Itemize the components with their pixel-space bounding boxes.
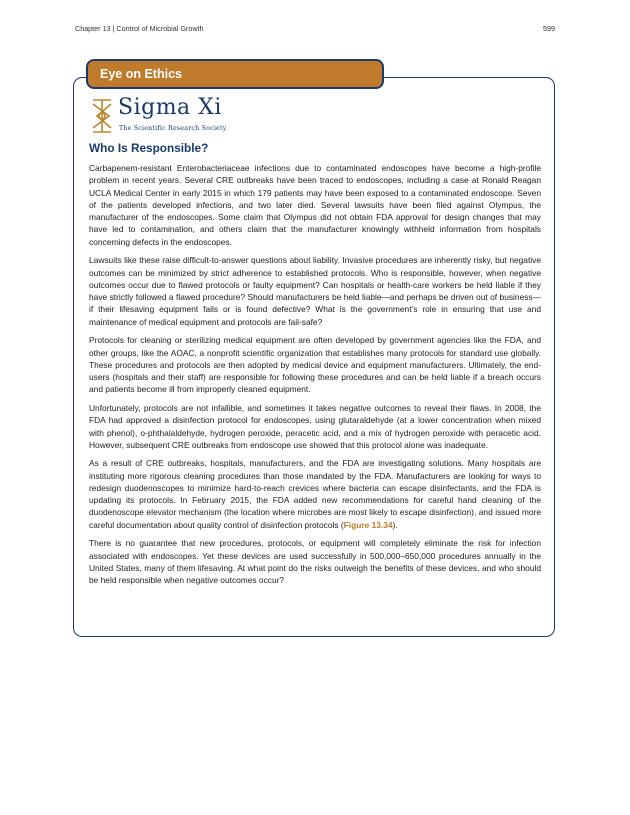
sigma-xi-emblem-icon bbox=[89, 96, 115, 136]
paragraph: Lawsuits like these raise difficult-to-answer questions about liability. Invasive procedures are inherently risky, but negative outcomes can be minimized by strict adherence to established protocols. Who is responsible, however, when negative outcomes occur due to flawed protocols or faulty equipment? Can hospitals or health-care workers be held liable if they have strictly followed a flawed procedure? Should manufacturers be held liable—and perhaps be driven out of business—if their lifesaving equipment fails or is found defective? What is the government’s role in ensuring that use and maintenance of medical equipment and protocols are fail-safe? bbox=[89, 255, 541, 327]
section-heading: Who Is Responsible? bbox=[89, 141, 209, 155]
paragraph: Protocols for cleaning or sterilizing medical equipment are often developed by government agencies like the FDA, and other groups, like the AOAC, a nonprofit scientific organization that establishes many protocols for standard use globally. These procedures and protocols are then adopted by medical device and equipment manufacturers. Ultimately, the end-users (hospitals and their staff) are responsible for following these procedures and can be held liable if a breach occurs and patients become ill from improperly cleaned equipment. bbox=[89, 335, 541, 395]
figure-link[interactable]: Figure 13.34 bbox=[343, 519, 393, 530]
paragraph: Unfortunately, protocols are not infallible, and sometimes it takes negative outcomes to reveal their flaws. In 2008, the FDA had approved a disinfection protocol for endoscopes, using glutaraldehyde (at a lower concentration when mixed with phenol), o-phthalaldehyde, hydrogen peroxide, peracetic acid, and a mix of hydrogen peroxide with peracetic acid. However, subsequent CRE outbreaks from endoscope use showed that this protocol alone was inadequate. bbox=[89, 402, 541, 450]
feature-label: Eye on Ethics bbox=[100, 67, 182, 81]
paragraph: There is no guarantee that new procedures, protocols, or equipment will completely eliminate the risk for infection associated with endoscopes. Yet these devices are used successfully in 500,000–650,000 procedures annually in the United States, many of them lifesaving. At what point do the risks outweigh the benefits of these devices, and who should be held responsible when negative outcomes occur? bbox=[89, 538, 541, 586]
logo-name: Sigma Xi bbox=[118, 95, 222, 120]
paragraph-end: ). bbox=[392, 519, 398, 530]
sigma-xi-logo bbox=[89, 96, 249, 138]
running-head: Chapter 13 | Control of Microbial Growth bbox=[75, 24, 204, 33]
logo-subtitle: The Scientific Research Society bbox=[119, 125, 227, 132]
feature-label-tab bbox=[86, 59, 384, 89]
page-number: 599 bbox=[543, 24, 555, 33]
paragraph-text: As a result of CRE outbreaks, hospitals, manufacturers, and the FDA are investigating solutions. Many hospitals are instituting more rigorous cleaning procedures than those mandated by the FDA. Manufacturers are looking for ways to redesign duodenoscopes to minimize hard-to-reach crevices where bacteria can escape disinfectants, and the FDA is updating its protocols. In February 2015, the FDA added new recommendations for careful hand cleaning of the duodenoscope elevator mechanism (the location where microbes are most likely to escape disinfection), and issued more careful documentation about quality control of disinfection protocols ( bbox=[89, 458, 541, 530]
paragraph: Carbapenem-resistant Enterobacteriaceae infections due to contaminated endoscopes have become a high-profile problem in recent years. Several CRE outbreaks have been traced to endoscopes, including a case at Ronald Reagan UCLA Medical Center in early 2015 in which 179 patients may have been exposed to a contaminated endoscope. Seven of the patients developed infections, and two later died. Several lawsuits have been filed against Olympus, the manufacturer of the endoscopes. Some claim that Olympus did not obtain FDA approval for design changes that may have led to contamination, and others claim that the manufacturer knowingly withheld information from hospitals concerning defects in the endoscopes. bbox=[89, 163, 541, 247]
body-text bbox=[89, 162, 541, 593]
paragraph bbox=[89, 457, 541, 531]
